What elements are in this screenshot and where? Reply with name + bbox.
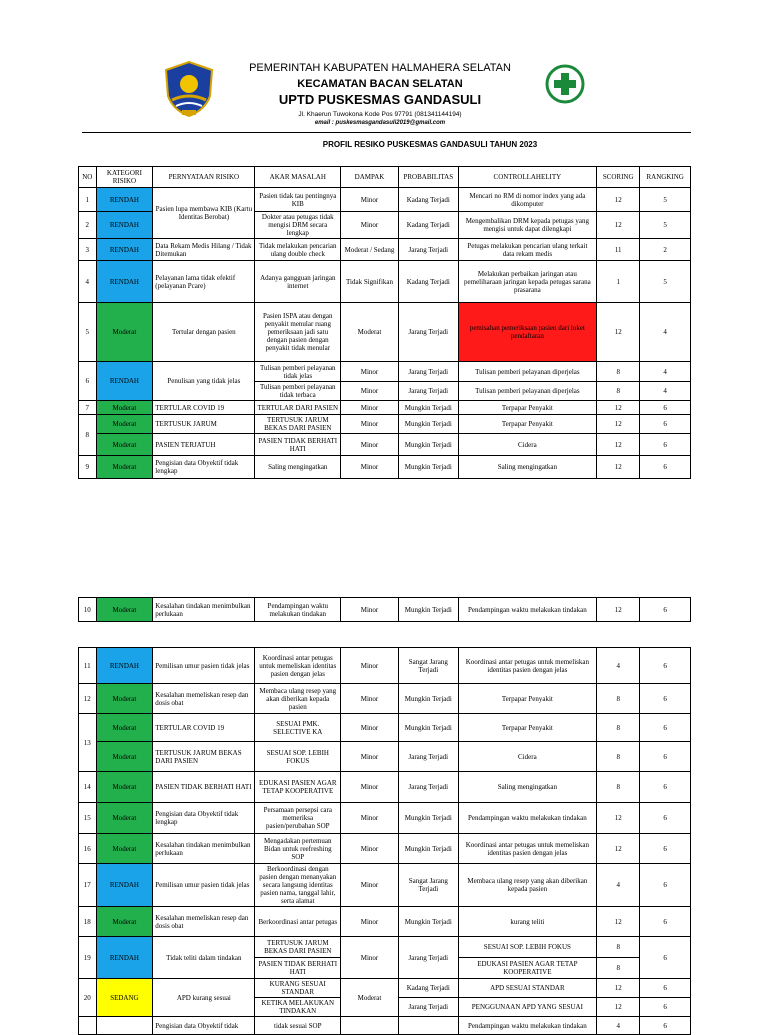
cell-controllahelity: Cidera xyxy=(458,742,596,772)
cell-rangking: 6 xyxy=(640,772,691,803)
cell-scoring: 4 xyxy=(597,1017,640,1035)
cell-probabilitas: Mungkin Terjadi xyxy=(398,401,458,415)
col-rangking: RANGKING xyxy=(640,167,691,188)
table-row xyxy=(79,188,691,212)
cell-pernyataan: Tertular dengan pasien xyxy=(153,303,255,362)
cell-akar: EDUKASI PASIEN AGAR TETAP KOOPERATIVE xyxy=(255,772,341,803)
cell-probabilitas: Jarang Terjadi xyxy=(398,772,458,803)
table-row xyxy=(79,979,691,998)
table-row xyxy=(79,434,691,456)
cell-rangking: 6 xyxy=(640,1017,691,1035)
cell-kategori: Moderat xyxy=(96,907,153,937)
cell-probabilitas xyxy=(398,1017,458,1035)
table-row xyxy=(79,598,691,622)
cell-akar: Tulisan pemberi pelayanan tidak jelas xyxy=(255,362,341,382)
cell-controllahelity: Koordinasi antar petugas untuk memeliskan identitas pasien dengan jelas xyxy=(458,834,596,864)
col-dampak: DAMPAK xyxy=(341,167,399,188)
cell-controllahelity: Terpapar Penyakit xyxy=(458,684,596,714)
table-row xyxy=(79,401,691,415)
cell-no: 7 xyxy=(79,401,97,415)
cell-scoring: 8 xyxy=(597,684,640,714)
cell-rangking: 6 xyxy=(640,415,691,434)
cell-no: 20 xyxy=(79,979,97,1017)
cell-kategori: Moderat xyxy=(96,684,153,714)
cell-akar: Pasien ISPA atau dengan penyakit menular ruang pemeriksaan jadi satu dengan pasien dengan penyakit tidak menular xyxy=(255,303,341,362)
cell-controllahelity: Pendampingan waktu melakukan tindakan xyxy=(458,803,596,834)
header-divider xyxy=(82,132,691,133)
cell-kategori: Moderat xyxy=(96,803,153,834)
cell-pernyataan: Pasien lupa membawa KIB (Kartu Identitas Berobat) xyxy=(153,188,255,239)
cell-kategori: Moderat xyxy=(96,714,153,742)
cell-dampak xyxy=(341,1017,399,1035)
cell-controllahelity: Saling mengingatkan xyxy=(458,456,596,479)
cell-dampak: Minor xyxy=(341,415,399,434)
cell-no xyxy=(79,1017,97,1035)
document-title: PROFIL RESIKO PUSKESMAS GANDASULI TAHUN 2023 xyxy=(322,140,538,149)
cell-akar: Berkoordinasi dengan pasien dengan menanyakan secara langsung identitas pasien nama, tanggal lahir, serta alamat xyxy=(255,864,341,907)
cell-rangking: 4 xyxy=(640,382,691,401)
cell-controllahelity: Mencari no RM di nomor index yang ada dikomputer xyxy=(458,188,596,212)
cell-scoring: 8 xyxy=(597,937,640,958)
cell-kategori: RENDAH xyxy=(96,648,153,684)
cell-akar: PASIEN TIDAK BERHATI HATI xyxy=(255,434,341,456)
cell-controllahelity: SESUAI SOP. LEBIH FOKUS xyxy=(458,937,596,958)
cell-akar: Dokter atau petugas tidak mengisi DRM secara lengkap xyxy=(255,212,341,239)
cell-akar: Pasien tidak tau pentingnya KIB xyxy=(255,188,341,212)
cell-kategori: Moderat xyxy=(96,303,153,362)
cell-controllahelity: PENGGUNAAN APD YANG SESUAI xyxy=(458,998,596,1017)
cell-kategori xyxy=(96,1017,153,1035)
cell-pernyataan: TERTULAR COVID 19 xyxy=(153,401,255,415)
cell-scoring: 12 xyxy=(597,401,640,415)
cell-rangking: 6 xyxy=(640,803,691,834)
cell-controllahelity: Cidera xyxy=(458,434,596,456)
address: Jl. Khaerun Tuwokona Kode Pos 97791 (081341144194) xyxy=(298,111,462,118)
cell-probabilitas: Kadang Terjadi xyxy=(398,188,458,212)
table-row xyxy=(79,937,691,958)
cell-kategori: Moderat xyxy=(96,772,153,803)
cell-dampak: Minor xyxy=(341,188,399,212)
cell-no: 14 xyxy=(79,772,97,803)
cell-scoring: 4 xyxy=(597,648,640,684)
cell-dampak: Moderat xyxy=(341,979,399,1017)
cell-akar: Tulisan pemberi pelayanan tidak terbaca xyxy=(255,382,341,401)
cell-probabilitas: Kadang Terjadi xyxy=(398,979,458,998)
cell-dampak: Minor xyxy=(341,598,399,622)
uptd-name: UPTD PUSKESMAS GANDASULI xyxy=(278,92,482,107)
cell-controllahelity: Terpapar Penyakit xyxy=(458,714,596,742)
table-row xyxy=(79,684,691,714)
cell-pernyataan: Pemilisan umur pasien tidak jelas xyxy=(153,648,255,684)
cell-probabilitas: Jarang Terjadi xyxy=(398,998,458,1017)
cell-dampak: Minor xyxy=(341,803,399,834)
cell-no: 16 xyxy=(79,834,97,864)
cell-dampak: Moderat xyxy=(341,303,399,362)
cell-dampak: Moderat / Sedang xyxy=(341,239,399,261)
cell-scoring: 8 xyxy=(597,958,640,979)
cell-rangking: 5 xyxy=(640,188,691,212)
cell-pernyataan: PASIEN TIDAK BERHATI HATI xyxy=(153,772,255,803)
cell-probabilitas: Sangat Jarang Terjadi xyxy=(398,864,458,907)
col-no: NO xyxy=(79,167,97,188)
cell-dampak: Tidak Signifikan xyxy=(341,261,399,303)
cell-pernyataan: Pengisian data Obyektif tidak lengkap xyxy=(153,456,255,479)
regency-emblem-icon xyxy=(160,60,218,118)
table-row xyxy=(79,303,691,362)
cell-akar: SESUAI PMK. SELECTIVE KA xyxy=(255,714,341,742)
table-row xyxy=(79,714,691,742)
cell-no: 9 xyxy=(79,456,97,479)
cell-no: 18 xyxy=(79,907,97,937)
cell-kategori: RENDAH xyxy=(96,188,153,212)
cell-rangking: 6 xyxy=(640,998,691,1017)
cell-scoring: 12 xyxy=(597,415,640,434)
cell-dampak: Minor xyxy=(341,684,399,714)
cell-akar: Koordinasi antar petugas untuk memeliskan identitas pasien dengan jelas xyxy=(255,648,341,684)
gov-name: PEMERINTAH KABUPATEN HALMAHERA SELATAN xyxy=(249,62,511,74)
cell-kategori: Moderat xyxy=(96,742,153,772)
cell-kategori: RENDAH xyxy=(96,864,153,907)
cell-akar: Saling mengingatkan xyxy=(255,456,341,479)
cell-dampak: Minor xyxy=(341,434,399,456)
cell-no: 1 xyxy=(79,188,97,212)
cell-kategori: Moderat xyxy=(96,456,153,479)
cell-dampak: Minor xyxy=(341,772,399,803)
cell-scoring: 12 xyxy=(597,803,640,834)
cell-dampak: Minor xyxy=(341,648,399,684)
cell-scoring: 1 xyxy=(597,261,640,303)
cell-no: 13 xyxy=(79,714,97,772)
cell-akar: KETIKA MELAKUKAN TINDAKAN xyxy=(255,998,341,1017)
cell-scoring: 12 xyxy=(597,598,640,622)
cell-controllahelity: Pendampingan waktu melakukan tindakan xyxy=(458,598,596,622)
cell-rangking: 6 xyxy=(640,401,691,415)
cell-kategori: RENDAH xyxy=(96,212,153,239)
cell-dampak: Minor xyxy=(341,864,399,907)
cell-pernyataan: Kesalahan memeliskan resep dan dosis obat xyxy=(153,684,255,714)
cell-controllahelity: kurang teliti xyxy=(458,907,596,937)
cell-rangking: 2 xyxy=(640,239,691,261)
cell-akar: KURANG SESUAI STANDAR xyxy=(255,979,341,998)
cell-rangking: 5 xyxy=(640,212,691,239)
cell-scoring: 12 xyxy=(597,907,640,937)
cell-akar: TERTULAR DARI PASIEN xyxy=(255,401,341,415)
cell-controllahelity: pemisahan pemeriksaan pasien dari loket pendaftaran xyxy=(458,303,596,362)
table-row xyxy=(79,648,691,684)
cell-rangking: 6 xyxy=(640,714,691,742)
cell-no: 5 xyxy=(79,303,97,362)
table-row xyxy=(79,907,691,937)
cell-rangking: 4 xyxy=(640,303,691,362)
cell-rangking: 6 xyxy=(640,864,691,907)
cell-probabilitas: Mungkin Terjadi xyxy=(398,803,458,834)
cell-scoring: 12 xyxy=(597,834,640,864)
cell-pernyataan: TERTULAR COVID 19 xyxy=(153,714,255,742)
cell-rangking: 6 xyxy=(640,456,691,479)
email: email : puskesmasgandasuli2019@gmail.com xyxy=(314,120,446,126)
table-row xyxy=(79,1017,691,1035)
cell-controllahelity: Tulisan pemberi pelayanan diperjelas xyxy=(458,362,596,382)
cell-probabilitas: Mungkin Terjadi xyxy=(398,415,458,434)
cell-akar: Pendampingan waktu melakukan tindakan xyxy=(255,598,341,622)
cell-scoring: 4 xyxy=(597,864,640,907)
cell-pernyataan: Kesalahan tindakan menimbulkan perlukaan xyxy=(153,598,255,622)
cell-dampak: Minor xyxy=(341,362,399,382)
cell-pernyataan: Pelayanan lama tidak efektif (pelayanan Pcare) xyxy=(153,261,255,303)
table-row xyxy=(79,864,691,907)
cell-no: 2 xyxy=(79,212,97,239)
cell-dampak: Minor xyxy=(341,714,399,742)
table-row xyxy=(79,261,691,303)
cell-no: 10 xyxy=(79,598,97,622)
cell-no: 17 xyxy=(79,864,97,907)
cell-probabilitas: Jarang Terjadi xyxy=(398,303,458,362)
col-pernyataan: PERNYATAAN RISIKO xyxy=(153,167,255,188)
cell-scoring: 12 xyxy=(597,188,640,212)
cell-controllahelity: Melakukan perbaikan jaringan atau pemeliharaan jaringan kepada petugas sarana prasarana xyxy=(458,261,596,303)
col-kategori: KATEGORI RISIKO xyxy=(96,167,153,188)
cell-rangking: 6 xyxy=(640,937,691,979)
table-row xyxy=(79,803,691,834)
cell-no: 12 xyxy=(79,684,97,714)
cell-akar: Berkoordinasi antar petugas xyxy=(255,907,341,937)
cell-probabilitas: Jarang Terjadi xyxy=(398,742,458,772)
cell-probabilitas: Kadang Terjadi xyxy=(398,212,458,239)
cell-akar: PASIEN TIDAK BERHATI HATI xyxy=(255,958,341,979)
table-row xyxy=(79,239,691,261)
cell-akar: TERTUSUK JARUM BEKAS DARI PASIEN xyxy=(255,415,341,434)
cell-rangking: 4 xyxy=(640,362,691,382)
cell-controllahelity: APD SESUAI STANDAR xyxy=(458,979,596,998)
cell-akar: SESUAI SOP. LEBIH FOKUS xyxy=(255,742,341,772)
cell-rangking: 6 xyxy=(640,434,691,456)
cell-scoring: 12 xyxy=(597,456,640,479)
cell-akar: Persamaan persepsi cara memeriksa pasien/perubahan SOP xyxy=(255,803,341,834)
cell-scoring: 12 xyxy=(597,998,640,1017)
cell-pernyataan: Pemilisan umur pasien tidak jelas xyxy=(153,864,255,907)
cell-scoring: 11 xyxy=(597,239,640,261)
cell-probabilitas: Mungkin Terjadi xyxy=(398,434,458,456)
cell-akar: Membaca ulang resep yang akan diberikan kepada pasien xyxy=(255,684,341,714)
col-scoring: SCORING xyxy=(597,167,640,188)
cell-akar: Adanya gangguan jaringan internet xyxy=(255,261,341,303)
cell-pernyataan: PASIEN TERJATUH xyxy=(153,434,255,456)
cell-controllahelity: Membaca ulang resep yang akan diberikan kepada pasien xyxy=(458,864,596,907)
cell-kategori: RENDAH xyxy=(96,261,153,303)
cell-probabilitas: Jarang Terjadi xyxy=(398,937,458,979)
cell-rangking: 6 xyxy=(640,834,691,864)
cell-probabilitas: Mungkin Terjadi xyxy=(398,907,458,937)
cell-scoring: 12 xyxy=(597,303,640,362)
risk-table-page2 xyxy=(78,597,691,622)
cell-controllahelity: Koordinasi antar petugas untuk memeliskan identitas pasien dengan jelas xyxy=(458,648,596,684)
cell-kategori: RENDAH xyxy=(96,239,153,261)
cell-probabilitas: Mungkin Terjadi xyxy=(398,684,458,714)
cell-akar: Tidak melakukan pencarian ulang double check xyxy=(255,239,341,261)
table-row xyxy=(79,834,691,864)
cell-rangking: 6 xyxy=(640,742,691,772)
cell-kategori: Moderat xyxy=(96,598,153,622)
cell-kategori: Moderat xyxy=(96,415,153,434)
cell-probabilitas: Mungkin Terjadi xyxy=(398,456,458,479)
cell-pernyataan: Kesalahan memeliskan resep dan dosis obat xyxy=(153,907,255,937)
cell-no: 6 xyxy=(79,362,97,401)
cell-kategori: Moderat xyxy=(96,434,153,456)
cell-pernyataan: Kesalahan tindakan menimbulkan perlukaan xyxy=(153,834,255,864)
cell-probabilitas: Mungkin Terjadi xyxy=(398,598,458,622)
cell-kategori: SEDANG xyxy=(96,979,153,1017)
cell-scoring: 8 xyxy=(597,772,640,803)
col-akar: AKAR MASALAH xyxy=(255,167,341,188)
risk-table-main xyxy=(78,166,691,479)
cell-scoring: 8 xyxy=(597,362,640,382)
cell-controllahelity: EDUKASI PASIEN AGAR TETAP KOOPERATIVE xyxy=(458,958,596,979)
cell-pernyataan: Tidak teliti dalam tindakan xyxy=(153,937,255,979)
cell-scoring: 8 xyxy=(597,742,640,772)
cell-rangking: 6 xyxy=(640,979,691,998)
cell-pernyataan: APD kurang sesuai xyxy=(153,979,255,1017)
cell-rangking: 6 xyxy=(640,648,691,684)
cell-scoring: 8 xyxy=(597,714,640,742)
cell-scoring: 12 xyxy=(597,434,640,456)
table-row xyxy=(79,742,691,772)
risk-table-page3 xyxy=(78,647,691,1035)
cell-dampak: Minor xyxy=(341,742,399,772)
table-row xyxy=(79,415,691,434)
cell-rangking: 6 xyxy=(640,907,691,937)
table-header xyxy=(79,167,691,188)
cell-probabilitas: Mungkin Terjadi xyxy=(398,714,458,742)
cell-pernyataan: Pengisian data Obyektif tidak lengkap xyxy=(153,803,255,834)
cell-scoring: 8 xyxy=(597,382,640,401)
cell-rangking: 6 xyxy=(640,598,691,622)
cell-probabilitas: Mungkin Terjadi xyxy=(398,834,458,864)
col-controllahelity: CONTROLLAHELITY xyxy=(458,167,596,188)
cell-scoring: 12 xyxy=(597,212,640,239)
table-row xyxy=(79,772,691,803)
cell-akar: Mengadakan pertemuan Bidan untuk reefreshing SOP xyxy=(255,834,341,864)
col-probabilitas: PROBABILITAS xyxy=(398,167,458,188)
cell-kategori: Moderat xyxy=(96,834,153,864)
cell-dampak: Minor xyxy=(341,382,399,401)
cell-scoring: 12 xyxy=(597,979,640,998)
cell-no: 4 xyxy=(79,261,97,303)
cell-akar: TERTUSUK JARUM BEKAS DARI PASIEN xyxy=(255,937,341,958)
cell-dampak: Minor xyxy=(341,456,399,479)
cell-pernyataan: TERTUSUK JARUM xyxy=(153,415,255,434)
cell-controllahelity: Petugas melakukan pencarian ulang terkait data rekam medis xyxy=(458,239,596,261)
cell-controllahelity: Mengembalikan DRM kepada petugas yang mengisi untuk dapat dilengkapi xyxy=(458,212,596,239)
cell-dampak: Minor xyxy=(341,907,399,937)
cell-pernyataan: TERTUSUK JARUM BEKAS DARI PASIEN xyxy=(153,742,255,772)
cell-dampak: Minor xyxy=(341,401,399,415)
cell-no: 11 xyxy=(79,648,97,684)
cell-controllahelity: Terpapar Penyakit xyxy=(458,415,596,434)
cell-kategori: Moderat xyxy=(96,401,153,415)
cell-probabilitas: Kadang Terjadi xyxy=(398,261,458,303)
kecamatan-name: KECAMATAN BACAN SELATAN xyxy=(297,78,463,90)
cell-dampak: Minor xyxy=(341,212,399,239)
cell-kategori: RENDAH xyxy=(96,362,153,401)
cell-no: 8 xyxy=(79,415,97,456)
cell-dampak: Minor xyxy=(341,834,399,864)
table-row xyxy=(79,456,691,479)
cell-kategori: RENDAH xyxy=(96,937,153,979)
letterhead xyxy=(0,0,768,140)
cell-controllahelity: Tulisan pemberi pelayanan diperjelas xyxy=(458,382,596,401)
cell-controllahelity: Terpapar Penyakit xyxy=(458,401,596,415)
table-row xyxy=(79,362,691,382)
puskesmas-logo-icon xyxy=(545,64,585,104)
cell-pernyataan: Data Rekam Medis Hilang / Tidak Ditemukan xyxy=(153,239,255,261)
cell-no: 3 xyxy=(79,239,97,261)
cell-akar: tidak sesuai SOP xyxy=(255,1017,341,1035)
cell-pernyataan: Penulisan yang tidak jelas xyxy=(153,362,255,401)
cell-controllahelity: Saling mengingatkan xyxy=(458,772,596,803)
cell-probabilitas: Jarang Terjadi xyxy=(398,362,458,382)
cell-dampak: Minor xyxy=(341,937,399,979)
cell-probabilitas: Sangat Jarang Terjadi xyxy=(398,648,458,684)
cell-probabilitas: Jarang Terjadi xyxy=(398,239,458,261)
cell-no: 15 xyxy=(79,803,97,834)
cell-rangking: 5 xyxy=(640,261,691,303)
cell-rangking: 6 xyxy=(640,684,691,714)
cell-pernyataan: Pengisian data Obyektif tidak xyxy=(153,1017,255,1035)
cell-probabilitas: Jarang Terjadi xyxy=(398,382,458,401)
cell-no: 19 xyxy=(79,937,97,979)
cell-controllahelity: Pendampingan waktu melakukan tindakan xyxy=(458,1017,596,1035)
